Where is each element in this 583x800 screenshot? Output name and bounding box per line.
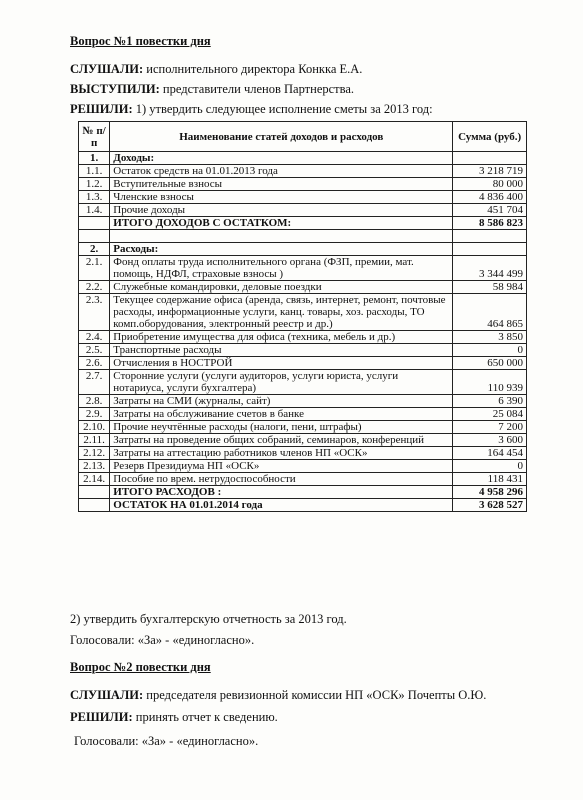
table-row <box>79 152 527 165</box>
table-row <box>79 294 527 331</box>
row-num: 1.1. <box>79 165 110 178</box>
row-name: ИТОГО ДОХОДОВ С ОСТАТКОМ: <box>110 217 453 230</box>
q1-decided-text: 1) утвердить следующее исполнение сметы за 2013 год: <box>132 102 433 116</box>
table-row <box>79 357 527 370</box>
row-name <box>110 230 453 243</box>
table-row <box>79 165 527 178</box>
row-num: 1.2. <box>79 178 110 191</box>
row-sum: 650 000 <box>453 357 527 370</box>
table-row <box>79 447 527 460</box>
q1-spoke-label: ВЫСТУПИЛИ: <box>70 82 160 96</box>
row-num: 2.12. <box>79 447 110 460</box>
row-num: 2.4. <box>79 331 110 344</box>
header-name: Наименование статей доходов и расходов <box>110 122 453 152</box>
table-row <box>79 434 527 447</box>
table-row <box>79 395 527 408</box>
item-2-text: 2) утвердить бухгалтерскую отчетность за 2013 год. <box>70 612 347 626</box>
row-num: 2.2. <box>79 281 110 294</box>
row-sum: 0 <box>453 460 527 473</box>
row-num: 1.3. <box>79 191 110 204</box>
table-row <box>79 408 527 421</box>
row-sum: 25 084 <box>453 408 527 421</box>
row-sum: 6 390 <box>453 395 527 408</box>
row-num: 2.5. <box>79 344 110 357</box>
row-name: ОСТАТОК НА 01.01.2014 года <box>110 499 453 512</box>
row-name: Остаток средств на 01.01.2013 года <box>110 165 453 178</box>
q1-decided-label: РЕШИЛИ: <box>70 102 133 116</box>
vote-2: Голосовали: «За» - «единогласно». <box>74 734 259 748</box>
table-row <box>79 230 527 243</box>
row-name: Расходы: <box>110 243 453 256</box>
table-row <box>79 473 527 486</box>
row-name: Прочие доходы <box>110 204 453 217</box>
table-row <box>79 460 527 473</box>
row-num: 2.14. <box>79 473 110 486</box>
row-sum: 8 586 823 <box>453 217 527 230</box>
row-sum: 3 628 527 <box>453 499 527 512</box>
row-num: 2.9. <box>79 408 110 421</box>
q2-decided-label: РЕШИЛИ: <box>70 710 133 724</box>
row-num: 1.4. <box>79 204 110 217</box>
q2-heard <box>70 688 486 703</box>
q1-decided <box>70 102 433 117</box>
table-header-row <box>79 122 527 152</box>
row-num <box>79 486 110 499</box>
row-sum <box>453 230 527 243</box>
table-row <box>79 256 527 281</box>
row-sum: 7 200 <box>453 421 527 434</box>
row-name: Текущее содержание офиса (аренда, связь, интернет, ремонт, почтовые расходы, информационные услуги, канц. товары, хоз. расходы, ТО комп.оборудования, электронный реестр и др.) <box>110 294 453 331</box>
row-name: Затраты на СМИ (журналы, сайт) <box>110 395 453 408</box>
table-row <box>79 217 527 230</box>
vote-1: Голосовали: «За» - «единогласно». <box>70 633 255 647</box>
row-name: Отчисления в НОСТРОЙ <box>110 357 453 370</box>
row-name: Транспортные расходы <box>110 344 453 357</box>
row-name: Приобретение имущества для офиса (техника, мебель и др.) <box>110 331 453 344</box>
table-row <box>79 370 527 395</box>
table-row <box>79 281 527 294</box>
row-num <box>79 499 110 512</box>
row-name: Затраты на проведение общих собраний, семинаров, конференций <box>110 434 453 447</box>
row-num: 2.10. <box>79 421 110 434</box>
row-num: 2.7. <box>79 370 110 395</box>
row-name: Служебные командировки, деловые поездки <box>110 281 453 294</box>
row-name: Пособие по врем. нетрудоспособности <box>110 473 453 486</box>
row-sum: 464 865 <box>453 294 527 331</box>
q2-decided-text: принять отчет к сведению. <box>132 710 278 724</box>
q1-spoke <box>70 82 354 97</box>
row-sum: 118 431 <box>453 473 527 486</box>
row-num: 2.3. <box>79 294 110 331</box>
row-sum: 3 218 719 <box>453 165 527 178</box>
table-row <box>79 331 527 344</box>
row-name: Доходы: <box>110 152 453 165</box>
row-sum: 4 958 296 <box>453 486 527 499</box>
row-name: Затраты на обслуживание счетов в банке <box>110 408 453 421</box>
q1-heard-text: исполнительного директора Конкка Е.А. <box>143 62 363 76</box>
row-sum: 451 704 <box>453 204 527 217</box>
table-row <box>79 421 527 434</box>
q2-decided <box>70 710 278 725</box>
row-num: 2. <box>79 243 110 256</box>
row-sum: 3 850 <box>453 331 527 344</box>
row-num: 2.6. <box>79 357 110 370</box>
row-sum: 164 454 <box>453 447 527 460</box>
row-name: Членские взносы <box>110 191 453 204</box>
estimate-table <box>78 121 527 512</box>
row-num <box>79 230 110 243</box>
row-sum: 80 000 <box>453 178 527 191</box>
table-row <box>79 499 527 512</box>
row-name: Вступительные взносы <box>110 178 453 191</box>
row-sum: 0 <box>453 344 527 357</box>
row-num <box>79 217 110 230</box>
header-sum: Сумма (руб.) <box>453 122 527 152</box>
row-sum: 58 984 <box>453 281 527 294</box>
row-sum: 3 344 499 <box>453 256 527 281</box>
row-sum: 110 939 <box>453 370 527 395</box>
row-name: Сторонние услуги (услуги аудиторов, услуги юриста, услуги нотариуса, услуги бухгалтера) <box>110 370 453 395</box>
row-name: Затраты на аттестацию работников членов НП «ОСК» <box>110 447 453 460</box>
row-num: 2.1. <box>79 256 110 281</box>
row-name: Фонд оплаты труда исполнительного органа (ФЗП, премии, мат. помощь, НДФЛ, страховые взносы ) <box>110 256 453 281</box>
table-row <box>79 204 527 217</box>
row-num: 1. <box>79 152 110 165</box>
table-row <box>79 243 527 256</box>
q1-heading: Вопрос №1 повестки дня <box>70 34 211 48</box>
q2-heading: Вопрос №2 повестки дня <box>70 660 211 674</box>
table-row <box>79 486 527 499</box>
row-sum <box>453 243 527 256</box>
row-num: 2.13. <box>79 460 110 473</box>
q2-heard-text: председателя ревизионной комиссии НП «ОСК» Почепты О.Ю. <box>143 688 487 702</box>
row-sum: 4 836 400 <box>453 191 527 204</box>
table-row <box>79 191 527 204</box>
q1-heard <box>70 62 362 77</box>
table-row <box>79 344 527 357</box>
row-sum: 3 600 <box>453 434 527 447</box>
row-name: ИТОГО РАСХОДОВ : <box>110 486 453 499</box>
q1-spoke-text: представители членов Партнерства. <box>159 82 355 96</box>
row-name: Прочие неучтённые расходы (налоги, пени, штрафы) <box>110 421 453 434</box>
header-num: № п/п <box>79 122 110 152</box>
q2-heard-label: СЛУШАЛИ: <box>70 688 144 702</box>
row-sum <box>453 152 527 165</box>
row-num: 2.8. <box>79 395 110 408</box>
table-row <box>79 178 527 191</box>
q1-heard-label: СЛУШАЛИ: <box>70 62 144 76</box>
row-num: 2.11. <box>79 434 110 447</box>
row-name: Резерв Президиума НП «ОСК» <box>110 460 453 473</box>
